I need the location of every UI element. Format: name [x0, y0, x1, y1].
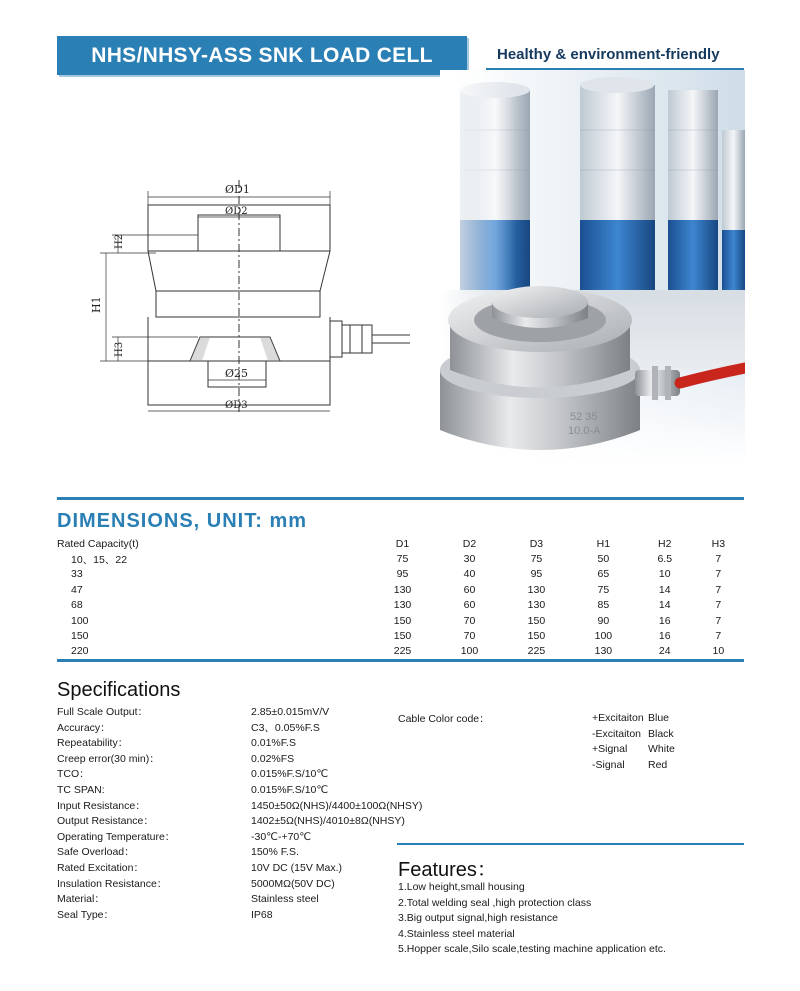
feature-item: 2.Total welding seal ,high protection class: [398, 896, 592, 909]
engraving-line2: 10.0-A: [568, 425, 601, 437]
spec-value: 1402±5Ω(NHS)/4010±8Ω(NHSY): [251, 815, 405, 828]
spec-row: [57, 736, 447, 752]
engraving-line1: 52 35: [570, 411, 598, 423]
dimensions-top-rule: [57, 497, 744, 500]
table-cell: 70: [463, 630, 476, 643]
col-header: D3: [529, 537, 544, 550]
table-cell: 100: [460, 645, 479, 658]
table-cell: 225: [393, 645, 412, 658]
table-cell: 10: [712, 645, 725, 658]
table-cell: 7: [715, 599, 722, 612]
spec-row: [57, 705, 447, 721]
table-row: [57, 628, 744, 643]
table-cell: 16: [658, 630, 671, 643]
table-cell: 7: [715, 630, 722, 643]
table-cell: 40: [463, 568, 476, 581]
drawing-connector: [330, 321, 342, 357]
spec-value: 1450±50Ω(NHS)/4400±100Ω(NHSY): [251, 799, 423, 812]
table-cell: 7: [715, 614, 722, 627]
spec-row: [57, 721, 447, 737]
table-cell: 130: [393, 599, 412, 612]
label-h2: H2: [114, 233, 125, 249]
spec-label: Material：: [57, 893, 105, 906]
table-cell: 6.5: [657, 553, 673, 566]
cable-color: Red: [648, 758, 668, 771]
table-cell: 150: [527, 630, 546, 643]
table-cell: 65: [597, 568, 610, 581]
table-cell: 33: [71, 568, 83, 581]
spec-label: Output Resistance：: [57, 815, 154, 828]
cable-row: [592, 758, 742, 774]
label-h1: H1: [90, 296, 103, 313]
col-header: H1: [596, 537, 611, 550]
col-header: Rated Capacity(t): [57, 537, 139, 550]
table-cell: 30: [463, 553, 476, 566]
spec-value: 0.015%F.S/10℃: [251, 768, 329, 781]
spec-label: Accuracy：: [57, 721, 111, 734]
spec-label: Repeatability：: [57, 737, 129, 750]
spec-value: IP68: [251, 908, 273, 921]
spec-value: 0.02%FS: [251, 752, 295, 765]
cable-signal: +Signal: [592, 743, 628, 756]
specifications-title: Specifications: [57, 679, 181, 701]
label-d2: ØD2: [225, 206, 248, 217]
spec-label: Operating Temperature：: [57, 830, 176, 843]
table-cell: 14: [658, 599, 671, 612]
table-cell: 150: [527, 614, 546, 627]
table-cell: 70: [463, 614, 476, 627]
spec-value: -30℃-+70℃: [251, 830, 312, 843]
table-cell: 130: [594, 645, 613, 658]
cable-color: Black: [648, 727, 674, 740]
spec-label: Seal Type：: [57, 908, 115, 921]
label-d1: ØD1: [225, 183, 250, 196]
spec-label: Rated Excitation：: [57, 862, 144, 874]
spec-row: [57, 799, 447, 815]
table-cell: 220: [71, 645, 89, 658]
table-cell: 95: [530, 568, 543, 581]
spec-row: [57, 845, 447, 861]
product-photo: [440, 70, 745, 465]
table-row: [57, 598, 744, 613]
spec-value: 0.01%F.S: [251, 737, 296, 750]
table-cell: 16: [658, 614, 671, 627]
spec-row: [57, 752, 447, 768]
drawing-hatch: [190, 337, 280, 361]
cable-row: [592, 727, 742, 743]
col-header: H3: [711, 537, 726, 550]
spec-value: 0.015%F.S/10℃: [251, 784, 329, 796]
table-cell: 130: [527, 599, 546, 612]
cable-color: White: [648, 743, 675, 756]
table-cell: 100: [71, 614, 89, 627]
table-cell: 7: [715, 568, 722, 581]
cable-signal: +Excitaiton: [592, 712, 644, 724]
table-cell: 225: [527, 645, 546, 658]
tagline: Healthy & environment-friendly: [497, 46, 720, 63]
spec-label: Insulation Resistance：: [57, 877, 168, 890]
col-header: D1: [395, 537, 410, 550]
table-cell: 10: [658, 568, 671, 581]
feature-item: 5.Hopper scale,Silo scale,testing machine application etc.: [398, 943, 666, 956]
table-row: [57, 567, 744, 582]
table-cell: 68: [71, 599, 83, 612]
spec-label: TC SPAN:: [57, 784, 105, 796]
spec-row: [57, 814, 447, 830]
dimensions-table: [57, 536, 744, 659]
spec-value: 5000MΩ(50V DC): [251, 877, 335, 890]
features-title: Features：: [398, 859, 497, 881]
table-row: [57, 582, 744, 597]
table-cell: 7: [715, 553, 722, 566]
feature-item: 1.Low height,small housing: [398, 881, 525, 893]
spec-value: C3、0.05%F.S: [251, 721, 320, 734]
spec-label: Input Resistance：: [57, 799, 146, 812]
table-cell: 150: [393, 614, 412, 627]
cable-row: [592, 711, 742, 727]
table-row: [57, 613, 744, 628]
spec-value: Stainless steel: [251, 893, 319, 906]
table-cell: 7: [715, 583, 722, 596]
spec-row: [57, 908, 447, 924]
table-row: [57, 551, 744, 566]
table-cell: 130: [527, 583, 546, 596]
spec-label: Full Scale Output：: [57, 706, 149, 718]
table-cell: 50: [597, 553, 610, 566]
table-cell: 75: [396, 553, 409, 566]
spec-value: 150% F.S.: [251, 846, 299, 859]
cable-signal: -Signal: [592, 758, 625, 771]
label-25: Ø25: [225, 367, 249, 380]
cable-color-label: Cable Color code：: [398, 713, 490, 725]
spec-row: [57, 830, 447, 846]
label-h3: H3: [114, 341, 125, 357]
spec-row: [57, 767, 447, 783]
table-cell: 75: [597, 583, 610, 596]
dimensions-title: DIMENSIONS, UNIT: mm: [57, 510, 308, 532]
cable-signal: -Excitaiton: [592, 727, 642, 740]
features-rule: [397, 843, 744, 845]
table-cell: 10、15、22: [71, 553, 128, 566]
feature-item: 4.Stainless steel material: [398, 927, 515, 940]
table-cell: 150: [393, 630, 412, 643]
spec-row: [57, 892, 447, 908]
spec-label: TCO：: [57, 768, 90, 781]
table-cell: 100: [594, 630, 613, 643]
table-cell: 47: [71, 583, 83, 596]
dimensions-bottom-rule: [57, 659, 744, 662]
table-row: [57, 644, 744, 659]
spec-value: 10V DC (15V Max.): [251, 862, 343, 874]
page-title: NHS/NHSY-ASS SNK LOAD CELL: [91, 44, 433, 67]
cable-color: Blue: [648, 712, 670, 724]
technical-drawing: [70, 175, 430, 425]
table-cell: 90: [597, 614, 610, 627]
feature-item: 3.Big output signal,high resistance: [398, 912, 558, 925]
cable-row: [592, 742, 742, 758]
table-cell: 85: [597, 599, 610, 612]
spec-row: [57, 861, 447, 877]
table-cell: 130: [393, 583, 412, 596]
spec-label: Safe Overload：: [57, 846, 135, 859]
table-cell: 150: [71, 630, 89, 643]
label-d3: ØD3: [225, 400, 248, 411]
col-header: H2: [658, 537, 672, 550]
table-header-row: [57, 536, 744, 551]
table-cell: 95: [396, 568, 409, 581]
col-header: D2: [462, 537, 477, 550]
spec-label: Creep error(30 min)：: [57, 752, 160, 765]
table-cell: 24: [658, 645, 671, 658]
table-cell: 60: [463, 599, 476, 612]
spec-row: [57, 877, 447, 893]
table-cell: 60: [463, 583, 476, 596]
table-cell: 75: [530, 553, 543, 566]
spec-row: [57, 783, 447, 799]
table-cell: 14: [658, 583, 671, 596]
spec-value: 2.85±0.015mV/V: [251, 706, 330, 718]
